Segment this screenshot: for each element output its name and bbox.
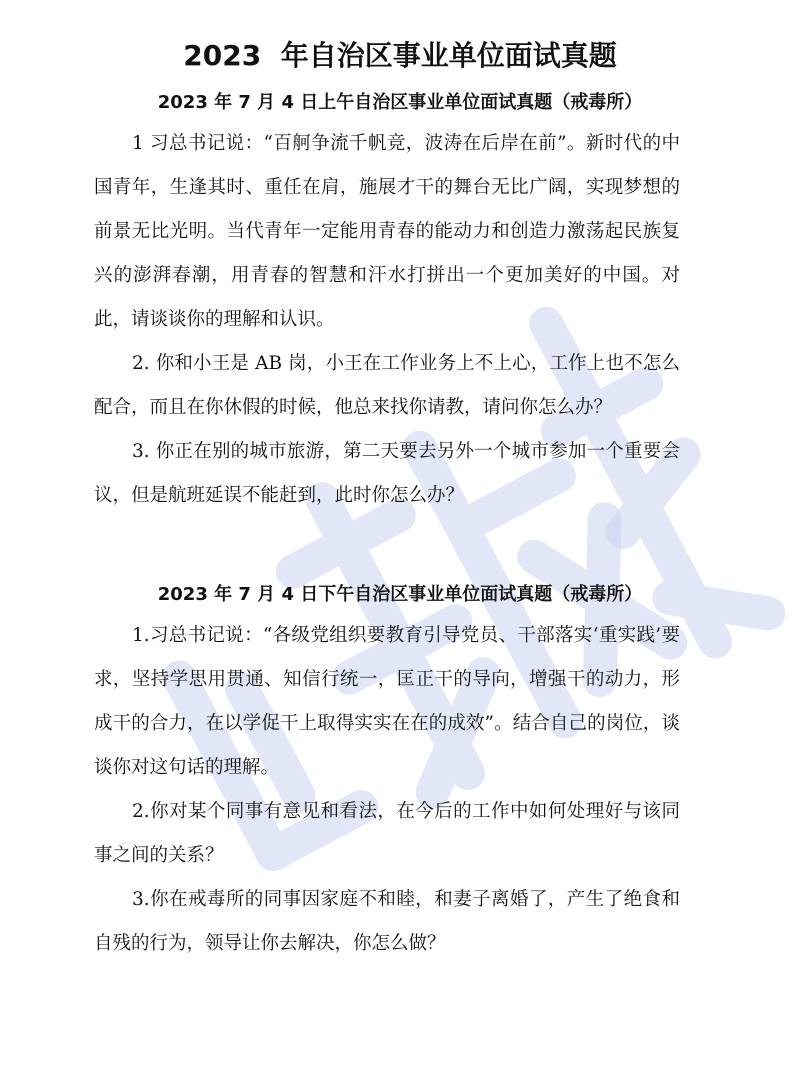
question-morning-1: 1 习总书记说：“百舸争流千帆竞，波涛在后岸在前”。新时代的中国青年，生逢其时、重任在肩，施展才干的舞台无比广阔，实现梦想的前景无比光明。当代青年一定能用青春的能动力和创造力激荡起民族复兴的澎湃春潮，用青春的智慧和汗水打拼出一个更加美好的中国。对此，请谈谈你的理解和认识。 <box>94 133 680 330</box>
question-morning-2: 2. 你和小王是 AB 岗，小王在工作业务上不上心，工作上也不怎么配合，而且在你休假的时候，他总来找你请教，请问你怎么办？ <box>94 353 680 418</box>
section-heading-morning: 2023 年 7 月 4 日上午自治区事业单位面试真题（戒毒所） <box>157 92 643 113</box>
question-morning-3: 3. 你正在别的城市旅游，第二天要去另外一个城市参加一个重要会议，但是航班延误不能赶到，此时你怎么办？ <box>94 441 680 506</box>
section-heading-afternoon: 2023 年 7 月 4 日下午自治区事业单位面试真题（戒毒所） <box>157 584 643 605</box>
question-afternoon-3: 3.你在戒毒所的同事因家庭不和睦，和妻子离婚了，产生了绝食和自残的行为，领导让你去解决，你怎么做？ <box>94 889 680 954</box>
page-title: 2023 年自治区事业单位面试真题 <box>183 39 617 72</box>
question-afternoon-1: 1.习总书记说：“各级党组织要教育引导党员、干部落实‘重实践’要求，坚持学思用贯通、知信行统一，匡正干的导向，增强干的动力，形成干的合力，在以学促干上取得实实在在的成效”。结合自己的岗位，谈谈你对这句话的理解。 <box>94 625 680 778</box>
question-afternoon-2: 2.你对某个同事有意见和看法，在今后的工作中如何处理好与该同事之间的关系？ <box>94 801 680 866</box>
